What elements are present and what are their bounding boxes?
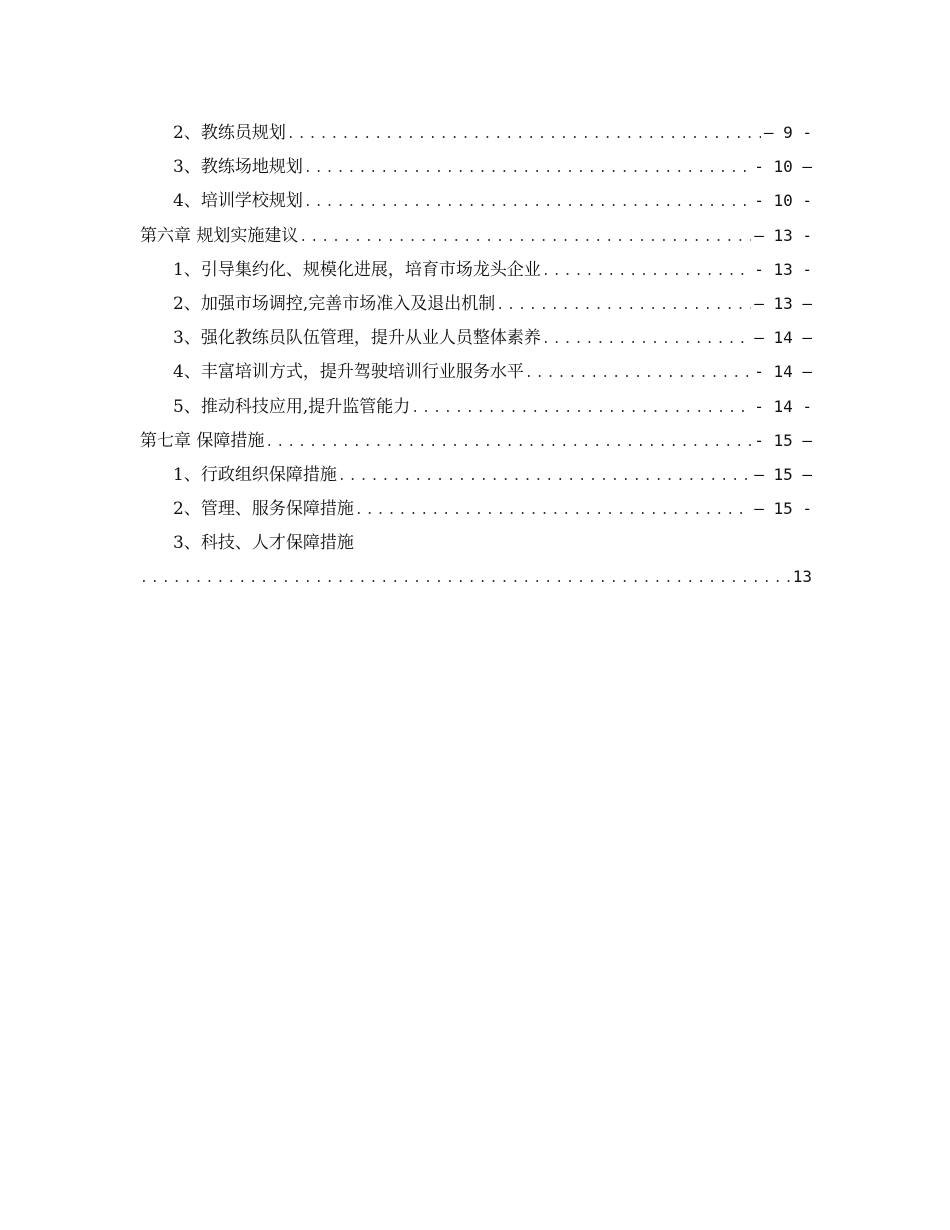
toc-dot-leader (496, 289, 751, 323)
toc-dot-leader (265, 426, 751, 460)
toc-dot-leader (411, 392, 751, 426)
toc-dot-leader (304, 186, 751, 220)
toc-chapter-entry[interactable] (140, 424, 812, 458)
toc-entry-page: 13 (792, 567, 812, 587)
toc-entry-label: 1、行政组织保障措施 (173, 464, 337, 485)
toc-entry-label: 4、丰富培训方式，提升驾驶培训行业服务水平 (173, 362, 524, 383)
toc-chapter-entry[interactable] (140, 219, 812, 253)
toc-entry-label: 第六章 规划实施建议 (140, 225, 299, 246)
toc-entry-label: 3、科技、人才保障措施 (173, 533, 354, 554)
toc-entry-page: — 13 — (754, 293, 812, 313)
toc-entry-page: - 13 - (754, 259, 812, 279)
toc-entry-page: — 9 - (763, 123, 812, 142)
toc-entry-label: 1、引导集约化、规模化进展，培育市场龙头企业 (173, 259, 541, 280)
toc-entry-page: - 10 — (754, 157, 812, 177)
toc-dot-leader (304, 152, 751, 186)
toc-entry[interactable] (140, 116, 812, 150)
toc-entry[interactable] (140, 150, 812, 184)
toc-entry-wrapped-label[interactable] (140, 526, 812, 560)
toc-entry[interactable] (140, 287, 812, 321)
toc-entry-label: 5、推动科技应用,提升监管能力 (173, 396, 411, 417)
toc-entry-page: - 10 - (754, 191, 812, 211)
toc-dot-leader (542, 323, 751, 357)
toc-entry-page: — 15 - (754, 499, 812, 519)
table-of-contents (140, 116, 812, 595)
toc-entry-page: — 13 - (754, 225, 812, 245)
toc-entry-label: 2、加强市场调控,完善市场准入及退出机制 (173, 293, 496, 314)
toc-dot-leader (140, 562, 790, 596)
toc-dot-leader (525, 357, 751, 391)
toc-entry-page: - 14 — (754, 362, 812, 382)
toc-entry-label: 3、强化教练员队伍管理，提升从业人员整体素养 (173, 328, 541, 349)
toc-entry[interactable] (140, 355, 812, 389)
toc-dot-leader (287, 118, 761, 152)
toc-entry[interactable] (140, 390, 812, 424)
toc-entry-label: 2、教练员规划 (173, 123, 286, 143)
toc-entry-page: — 15 — (754, 464, 812, 484)
toc-entry-label: 3、教练场地规划 (173, 157, 303, 178)
toc-dot-leader (299, 221, 751, 255)
toc-dot-leader (355, 494, 751, 528)
toc-entry[interactable] (140, 458, 812, 492)
toc-entry-page: - 14 - (754, 396, 812, 416)
toc-entry[interactable] (140, 321, 812, 355)
toc-entry-label: 2、管理、服务保障措施 (173, 499, 354, 520)
toc-entry-page: — 14 — (754, 328, 812, 348)
toc-entry[interactable] (140, 184, 812, 218)
toc-dot-leader (542, 255, 751, 289)
toc-entry[interactable] (140, 253, 812, 287)
toc-entry-label: 4、培训学校规划 (173, 191, 303, 212)
toc-entry[interactable] (140, 492, 812, 526)
toc-entry-page: - 15 — (754, 430, 812, 450)
toc-entry-label: 第七章 保障措施 (140, 430, 265, 451)
toc-entry-wrapped-continuation[interactable] (140, 560, 812, 594)
toc-dot-leader (338, 460, 751, 494)
